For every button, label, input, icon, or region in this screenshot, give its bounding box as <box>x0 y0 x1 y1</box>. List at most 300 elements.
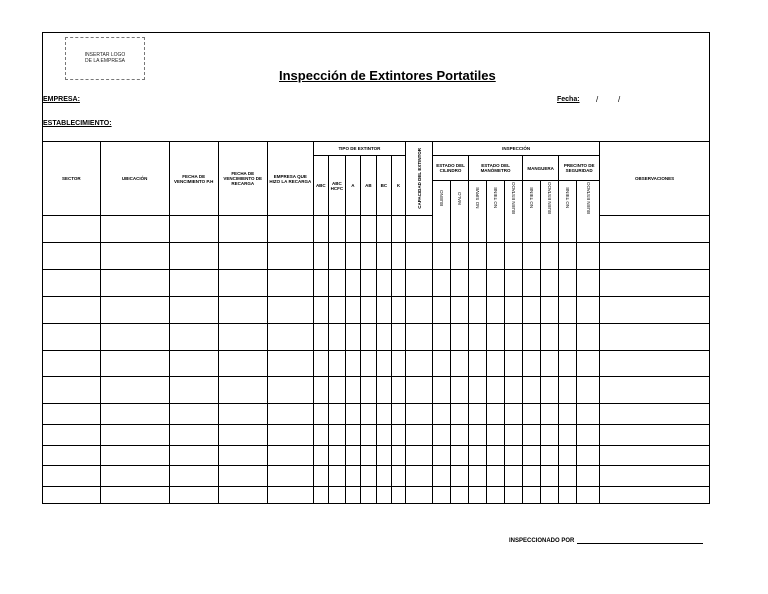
table-cell[interactable] <box>43 216 100 243</box>
tipo-ab: AB <box>360 156 376 216</box>
table-cell[interactable] <box>100 323 169 350</box>
table-cell[interactable] <box>218 216 267 243</box>
table-cell[interactable] <box>376 377 391 404</box>
table-cell[interactable] <box>391 404 405 425</box>
table-cell[interactable] <box>451 404 469 425</box>
table-cell[interactable] <box>405 466 432 487</box>
table-row <box>43 486 709 504</box>
table-cell[interactable] <box>169 323 218 350</box>
table-cell[interactable] <box>577 216 600 243</box>
table-cell[interactable] <box>391 243 405 270</box>
table-cell[interactable] <box>541 486 559 504</box>
table-cell[interactable] <box>328 377 345 404</box>
table-cell[interactable] <box>451 243 469 270</box>
table-cell[interactable] <box>328 486 345 504</box>
table-cell[interactable] <box>43 323 100 350</box>
table-cell[interactable] <box>505 216 523 243</box>
table-cell[interactable] <box>218 424 267 445</box>
table-cell[interactable] <box>523 404 541 425</box>
table-cell[interactable] <box>405 350 432 377</box>
table-cell[interactable] <box>391 323 405 350</box>
table-cell[interactable] <box>169 296 218 323</box>
table-cell[interactable] <box>100 350 169 377</box>
table-cell[interactable] <box>505 270 523 297</box>
table-cell[interactable] <box>345 270 360 297</box>
table-cell[interactable] <box>391 216 405 243</box>
table-cell[interactable] <box>328 296 345 323</box>
empresa-label: EMPRESA: <box>43 96 80 103</box>
table-cell[interactable] <box>267 350 313 377</box>
table-cell[interactable] <box>451 486 469 504</box>
sub-manometro-buen-estado <box>505 181 523 216</box>
sub-manometro-no-tiene-label: NO TIENE <box>493 187 499 209</box>
table-cell[interactable] <box>43 270 100 297</box>
header-observaciones: OBSERVACIONES <box>600 142 709 216</box>
table-cell[interactable] <box>218 243 267 270</box>
table-cell[interactable] <box>391 296 405 323</box>
table-cell[interactable] <box>559 466 577 487</box>
table-cell[interactable] <box>345 323 360 350</box>
table-cell[interactable] <box>313 216 328 243</box>
table-cell[interactable] <box>169 404 218 425</box>
sub-bueno-label: BUENO <box>439 190 445 207</box>
table-cell[interactable] <box>600 270 709 297</box>
table-cell[interactable] <box>405 323 432 350</box>
table-cell[interactable] <box>600 404 709 425</box>
table-cell[interactable] <box>100 216 169 243</box>
table-cell[interactable] <box>267 377 313 404</box>
table-cell[interactable] <box>345 216 360 243</box>
table-cell[interactable] <box>169 350 218 377</box>
table-cell[interactable] <box>376 445 391 466</box>
table-cell[interactable] <box>451 270 469 297</box>
table-cell[interactable] <box>451 377 469 404</box>
table-cell[interactable] <box>541 243 559 270</box>
table-cell[interactable] <box>469 424 487 445</box>
table-cell[interactable] <box>313 243 328 270</box>
table-cell[interactable] <box>376 404 391 425</box>
table-cell[interactable] <box>360 486 376 504</box>
table-cell[interactable] <box>505 404 523 425</box>
table-cell[interactable] <box>451 466 469 487</box>
table-cell[interactable] <box>360 404 376 425</box>
table-cell[interactable] <box>360 466 376 487</box>
table-cell[interactable] <box>376 243 391 270</box>
table-cell[interactable] <box>523 296 541 323</box>
table-cell[interactable] <box>267 270 313 297</box>
table-cell[interactable] <box>451 216 469 243</box>
table-cell[interactable] <box>218 350 267 377</box>
table-cell[interactable] <box>469 466 487 487</box>
table-cell[interactable] <box>43 445 100 466</box>
tipo-abc: ABC <box>313 156 328 216</box>
table-cell[interactable] <box>360 350 376 377</box>
table-cell[interactable] <box>100 404 169 425</box>
table-row <box>43 404 709 425</box>
table-cell[interactable] <box>360 216 376 243</box>
table-cell[interactable] <box>487 445 505 466</box>
table-cell[interactable] <box>376 216 391 243</box>
table-cell[interactable] <box>541 466 559 487</box>
table-cell[interactable] <box>376 350 391 377</box>
table-cell[interactable] <box>523 445 541 466</box>
table-cell[interactable] <box>469 296 487 323</box>
table-cell[interactable] <box>433 377 451 404</box>
table-row <box>43 350 709 377</box>
table-cell[interactable] <box>345 445 360 466</box>
tipo-abc-hcfc: ABC HCFC <box>328 156 345 216</box>
table-cell[interactable] <box>541 377 559 404</box>
table-cell[interactable] <box>600 323 709 350</box>
table-cell[interactable] <box>505 323 523 350</box>
table-cell[interactable] <box>218 377 267 404</box>
table-cell[interactable] <box>100 466 169 487</box>
table-cell[interactable] <box>523 323 541 350</box>
table-cell[interactable] <box>100 486 169 504</box>
table-cell[interactable] <box>169 486 218 504</box>
table-cell[interactable] <box>345 296 360 323</box>
table-cell[interactable] <box>313 270 328 297</box>
table-cell[interactable] <box>345 377 360 404</box>
logo-placeholder <box>65 37 145 80</box>
table-cell[interactable] <box>559 424 577 445</box>
table-cell[interactable] <box>559 270 577 297</box>
fecha-separator-1: / <box>596 95 599 104</box>
table-cell[interactable] <box>487 404 505 425</box>
table-cell[interactable] <box>433 270 451 297</box>
table-cell[interactable] <box>600 350 709 377</box>
table-cell[interactable] <box>391 270 405 297</box>
table-cell[interactable] <box>328 270 345 297</box>
table-cell[interactable] <box>360 445 376 466</box>
table-cell[interactable] <box>267 323 313 350</box>
table-cell[interactable] <box>405 216 432 243</box>
table-cell[interactable] <box>505 445 523 466</box>
table-cell[interactable] <box>267 296 313 323</box>
table-cell[interactable] <box>487 243 505 270</box>
table-cell[interactable] <box>218 270 267 297</box>
table-cell[interactable] <box>469 270 487 297</box>
table-cell[interactable] <box>43 377 100 404</box>
table-cell[interactable] <box>469 445 487 466</box>
table-cell[interactable] <box>577 486 600 504</box>
table-cell[interactable] <box>505 424 523 445</box>
table-cell[interactable] <box>43 466 100 487</box>
sub-no-sirve-label: NO SIRVE <box>475 187 481 209</box>
table-cell[interactable] <box>328 243 345 270</box>
table-cell[interactable] <box>345 404 360 425</box>
table-cell[interactable] <box>391 466 405 487</box>
table-cell[interactable] <box>391 445 405 466</box>
table-row <box>43 377 709 404</box>
table-cell[interactable] <box>577 243 600 270</box>
table-cell[interactable] <box>577 445 600 466</box>
table-cell[interactable] <box>600 216 709 243</box>
table-cell[interactable] <box>469 486 487 504</box>
table-cell[interactable] <box>43 296 100 323</box>
table-cell[interactable] <box>405 377 432 404</box>
table-cell[interactable] <box>487 270 505 297</box>
table-cell[interactable] <box>169 216 218 243</box>
table-cell[interactable] <box>360 270 376 297</box>
table-cell[interactable] <box>523 486 541 504</box>
table-cell[interactable] <box>328 350 345 377</box>
table-cell[interactable] <box>487 466 505 487</box>
header-capacidad-label: CAPACIDAD DEL EXTINTOR <box>416 147 422 209</box>
table-cell[interactable] <box>523 216 541 243</box>
table-cell[interactable] <box>376 424 391 445</box>
table-cell[interactable] <box>267 445 313 466</box>
table-cell[interactable] <box>600 466 709 487</box>
table-cell[interactable] <box>169 243 218 270</box>
table-cell[interactable] <box>577 377 600 404</box>
table-cell[interactable] <box>451 296 469 323</box>
table-cell[interactable] <box>523 350 541 377</box>
table-cell[interactable] <box>559 486 577 504</box>
table-cell[interactable] <box>267 466 313 487</box>
table-cell[interactable] <box>218 404 267 425</box>
table-cell[interactable] <box>313 377 328 404</box>
table-cell[interactable] <box>487 216 505 243</box>
header-ubicacion: UBICACIÓN <box>100 142 169 216</box>
table-cell[interactable] <box>391 424 405 445</box>
table-cell[interactable] <box>376 486 391 504</box>
table-cell[interactable] <box>391 486 405 504</box>
table-cell[interactable] <box>600 296 709 323</box>
table-cell[interactable] <box>505 243 523 270</box>
table-cell[interactable] <box>328 404 345 425</box>
table-cell[interactable] <box>345 466 360 487</box>
table-cell[interactable] <box>169 377 218 404</box>
table-cell[interactable] <box>469 350 487 377</box>
table-cell[interactable] <box>313 445 328 466</box>
table-cell[interactable] <box>451 323 469 350</box>
table-cell[interactable] <box>433 216 451 243</box>
table-cell[interactable] <box>559 216 577 243</box>
table-cell[interactable] <box>523 377 541 404</box>
table-cell[interactable] <box>541 424 559 445</box>
table-cell[interactable] <box>345 243 360 270</box>
table-cell[interactable] <box>328 466 345 487</box>
table-cell[interactable] <box>267 486 313 504</box>
table-cell[interactable] <box>267 404 313 425</box>
table-cell[interactable] <box>577 296 600 323</box>
table-cell[interactable] <box>451 424 469 445</box>
table-cell[interactable] <box>100 445 169 466</box>
table-cell[interactable] <box>405 404 432 425</box>
inspeccionado-por-label: INSPECCIONADO POR <box>509 538 575 544</box>
table-cell[interactable] <box>523 270 541 297</box>
table-cell[interactable] <box>391 377 405 404</box>
table-cell[interactable] <box>313 486 328 504</box>
signature-line[interactable] <box>577 538 703 544</box>
table-cell[interactable] <box>577 350 600 377</box>
table-cell[interactable] <box>600 243 709 270</box>
tipo-k: K <box>391 156 405 216</box>
table-cell[interactable] <box>541 270 559 297</box>
table-cell[interactable] <box>169 270 218 297</box>
sub-precinto-no-tiene-label: NO TIENE <box>565 187 571 209</box>
table-cell[interactable] <box>376 296 391 323</box>
table-cell[interactable] <box>433 323 451 350</box>
sub-malo <box>451 181 469 216</box>
table-cell[interactable] <box>600 377 709 404</box>
tipo-bc: BC <box>376 156 391 216</box>
table-cell[interactable] <box>100 377 169 404</box>
table-cell[interactable] <box>328 216 345 243</box>
table-cell[interactable] <box>100 296 169 323</box>
table-cell[interactable] <box>469 216 487 243</box>
table-cell[interactable] <box>559 323 577 350</box>
table-cell[interactable] <box>433 445 451 466</box>
table-cell[interactable] <box>360 243 376 270</box>
table-cell[interactable] <box>345 350 360 377</box>
table-cell[interactable] <box>523 466 541 487</box>
table-cell[interactable] <box>600 486 709 504</box>
table-cell[interactable] <box>433 466 451 487</box>
table-cell[interactable] <box>487 424 505 445</box>
table-cell[interactable] <box>487 377 505 404</box>
table-cell[interactable] <box>600 445 709 466</box>
table-cell[interactable] <box>600 424 709 445</box>
table-cell[interactable] <box>405 486 432 504</box>
fecha-label: Fecha: <box>557 96 580 103</box>
table-cell[interactable] <box>559 350 577 377</box>
table-cell[interactable] <box>360 323 376 350</box>
table-cell[interactable] <box>218 323 267 350</box>
table-cell[interactable] <box>405 296 432 323</box>
table-cell[interactable] <box>577 424 600 445</box>
table-cell[interactable] <box>505 486 523 504</box>
table-cell[interactable] <box>218 486 267 504</box>
table-cell[interactable] <box>328 323 345 350</box>
table-cell[interactable] <box>541 216 559 243</box>
table-cell[interactable] <box>523 243 541 270</box>
table-cell[interactable] <box>169 424 218 445</box>
table-cell[interactable] <box>345 424 360 445</box>
table-cell[interactable] <box>328 445 345 466</box>
table-cell[interactable] <box>100 243 169 270</box>
table-cell[interactable] <box>577 404 600 425</box>
table-cell[interactable] <box>100 270 169 297</box>
table-cell[interactable] <box>433 424 451 445</box>
table-cell[interactable] <box>376 323 391 350</box>
table-cell[interactable] <box>169 466 218 487</box>
table-cell[interactable] <box>313 404 328 425</box>
table-cell[interactable] <box>433 243 451 270</box>
table-cell[interactable] <box>405 270 432 297</box>
table-cell[interactable] <box>267 243 313 270</box>
sub-manometro-buen-estado-label: BUEN ESTADO <box>511 182 517 214</box>
table-cell[interactable] <box>505 377 523 404</box>
table-cell[interactable] <box>100 424 169 445</box>
table-cell[interactable] <box>360 296 376 323</box>
table-cell[interactable] <box>541 404 559 425</box>
table-row <box>43 270 709 297</box>
table-cell[interactable] <box>541 445 559 466</box>
table-cell[interactable] <box>376 466 391 487</box>
table-cell[interactable] <box>218 466 267 487</box>
table-cell[interactable] <box>313 296 328 323</box>
table-cell[interactable] <box>345 486 360 504</box>
table-cell[interactable] <box>451 445 469 466</box>
table-cell[interactable] <box>313 350 328 377</box>
table-cell[interactable] <box>469 377 487 404</box>
table-cell[interactable] <box>505 350 523 377</box>
sub-manguera-no-tiene-label: NO TIENE <box>529 187 535 209</box>
logo-placeholder-line1: INSERTAR LOGO <box>84 52 126 58</box>
inspector-signature <box>509 538 703 544</box>
table-cell[interactable] <box>391 350 405 377</box>
table-cell[interactable] <box>43 243 100 270</box>
table-cell[interactable] <box>433 486 451 504</box>
table-cell[interactable] <box>433 404 451 425</box>
table-cell[interactable] <box>360 424 376 445</box>
table-cell[interactable] <box>43 404 100 425</box>
table-cell[interactable] <box>313 466 328 487</box>
table-cell[interactable] <box>376 270 391 297</box>
table-cell[interactable] <box>43 424 100 445</box>
table-cell[interactable] <box>505 466 523 487</box>
table-cell[interactable] <box>469 243 487 270</box>
table-cell[interactable] <box>451 350 469 377</box>
header-sector: SECTOR <box>43 142 100 216</box>
table-cell[interactable] <box>267 216 313 243</box>
table-cell[interactable] <box>487 350 505 377</box>
table-cell[interactable] <box>505 296 523 323</box>
table-cell[interactable] <box>559 243 577 270</box>
table-cell[interactable] <box>577 323 600 350</box>
table-cell[interactable] <box>218 445 267 466</box>
table-cell[interactable] <box>169 445 218 466</box>
table-cell[interactable] <box>559 404 577 425</box>
table-cell[interactable] <box>313 323 328 350</box>
table-cell[interactable] <box>523 424 541 445</box>
table-cell[interactable] <box>433 296 451 323</box>
table-cell[interactable] <box>43 350 100 377</box>
table-cell[interactable] <box>43 486 100 504</box>
table-cell[interactable] <box>405 243 432 270</box>
table-cell[interactable] <box>541 296 559 323</box>
form-title: Inspección de Extintores Portatiles <box>279 68 496 83</box>
table-cell[interactable] <box>469 404 487 425</box>
table-cell[interactable] <box>360 377 376 404</box>
table-cell[interactable] <box>577 270 600 297</box>
table-cell[interactable] <box>328 424 345 445</box>
table-cell[interactable] <box>487 486 505 504</box>
table-cell[interactable] <box>487 323 505 350</box>
table-body <box>43 216 709 504</box>
table-cell[interactable] <box>313 424 328 445</box>
table-cell[interactable] <box>405 445 432 466</box>
table-cell[interactable] <box>559 445 577 466</box>
table-row <box>43 424 709 445</box>
table-cell[interactable] <box>577 466 600 487</box>
table-cell[interactable] <box>267 424 313 445</box>
table-cell[interactable] <box>218 296 267 323</box>
table-cell[interactable] <box>433 350 451 377</box>
header-tipo-extintor: TIPO DE EXTINTOR <box>313 142 405 156</box>
table-cell[interactable] <box>487 296 505 323</box>
sub-manometro-no-tiene <box>487 181 505 216</box>
table-cell[interactable] <box>405 424 432 445</box>
table-cell[interactable] <box>469 323 487 350</box>
table-cell[interactable] <box>541 323 559 350</box>
table-cell[interactable] <box>559 377 577 404</box>
table-cell[interactable] <box>559 296 577 323</box>
table-cell[interactable] <box>541 350 559 377</box>
header-fecha-vencimiento: FECHA DE VENCIMIENTO P.H <box>169 142 218 216</box>
